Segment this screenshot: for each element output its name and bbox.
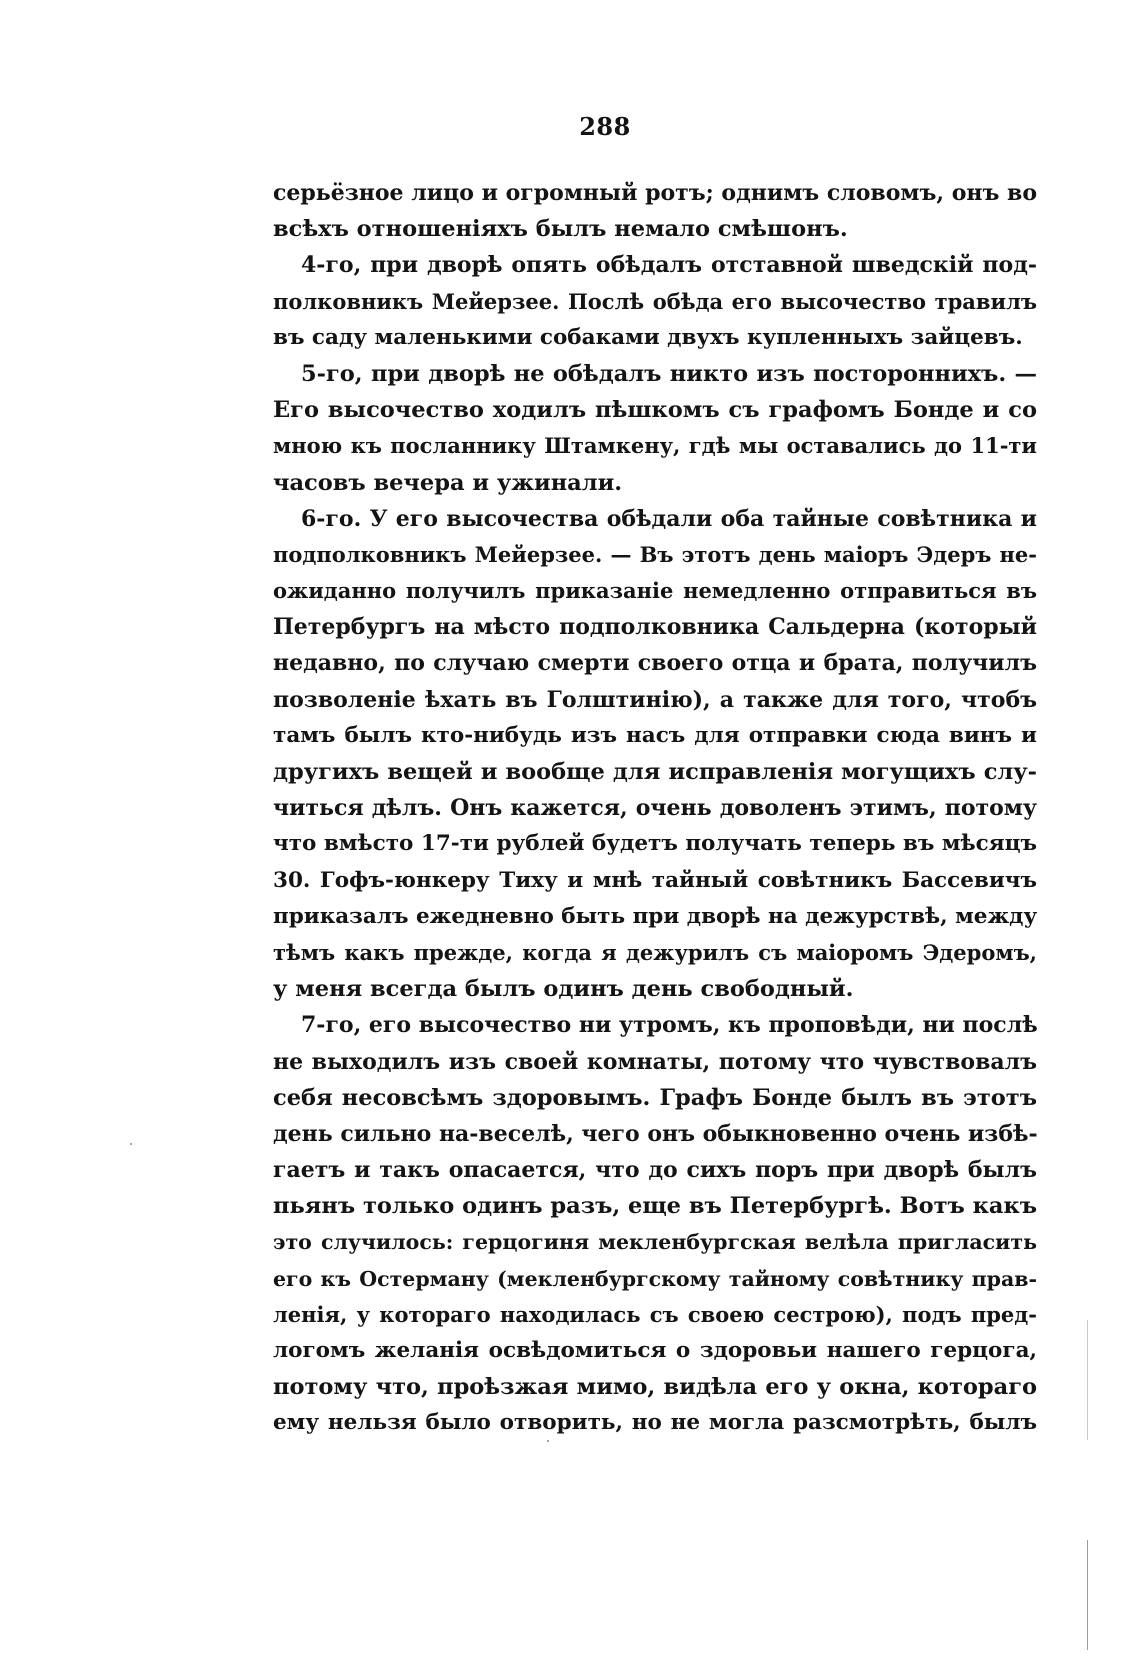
text-line: пьянъ только одинъ разъ, еще въ Петербургѣ. Вотъ какъ bbox=[273, 1193, 1037, 1220]
text-line: ожиданно получилъ приказаніе немедленно отправиться въ bbox=[273, 578, 1037, 604]
body-text bbox=[273, 175, 1037, 1442]
text-line: его къ Остерману (мекленбургскому тайному совѣтнику прав- bbox=[273, 1266, 1037, 1291]
text-line: у меня всегда былъ одинъ день свободный. bbox=[273, 976, 854, 1003]
text-line: серьёзное лицо и огромный ротъ; однимъ словомъ, онъ во bbox=[273, 180, 1037, 206]
text-line: не выходилъ изъ своей комнаты, потому что чувствовалъ bbox=[273, 1048, 1037, 1075]
text-line: Его высочество ходилъ пѣшкомъ съ графомъ Бонде и со bbox=[273, 397, 1037, 424]
text-line: читься дѣлъ. Онъ кажется, очень доволенъ этимъ, потому bbox=[273, 795, 1037, 822]
text-line: ленія, у котораго находилась съ своею сестрою), подъ пред- bbox=[273, 1301, 1037, 1327]
text-line: тѣмъ какъ прежде, когда я дежурилъ съ маіоромъ Эдеромъ, bbox=[273, 939, 1037, 965]
text-line: приказалъ ежедневно быть при дворѣ на дежурствѣ, между bbox=[273, 903, 1038, 929]
scan-speck bbox=[547, 1440, 549, 1442]
text-line: логомъ желанія освѣдомиться о здоровьи нашего герцога, bbox=[273, 1338, 1037, 1363]
text-line: недавно, по случаю смерти своего отца и брата, получилъ bbox=[273, 650, 1037, 677]
text-line: 5-го, при дворѣ не обѣдалъ никто изъ постороннихъ. — bbox=[301, 360, 1037, 387]
margin-rule bbox=[1087, 1540, 1088, 1650]
margin-rule bbox=[1087, 1320, 1088, 1440]
text-line: Петербургъ на мѣсто подполковника Сальдерна (который bbox=[273, 614, 1037, 641]
text-line: себя несовсѣмъ здоровымъ. Графъ Бонде былъ въ этотъ bbox=[273, 1084, 1037, 1111]
text-line: ему нельзя было отворить, но не могла разсмотрѣть, былъ bbox=[273, 1410, 1037, 1436]
text-line: подполковникъ Мейерзее. — Въ этотъ день маіоръ Эдеръ не- bbox=[273, 541, 1037, 567]
text-line: 4-го, при дворѣ опять обѣдалъ отставной шведскій под- bbox=[301, 252, 1037, 279]
text-line: 7-го, его высочество ни утромъ, къ проповѣди, ни послѣ bbox=[301, 1012, 1038, 1039]
page-number: 288 bbox=[579, 112, 631, 141]
text-line: это случилось: герцогиня мекленбургская велѣла пригласить bbox=[273, 1230, 1037, 1255]
text-line: позволеніе ѣхать въ Голштинію), а также для того, чтобъ bbox=[273, 686, 1037, 713]
text-line: что вмѣсто 17-ти рублей будетъ получать теперь въ мѣсяцъ bbox=[273, 831, 1037, 857]
text-line: потому что, проѣзжая мимо, видѣла его у окна, котораго bbox=[273, 1374, 1037, 1401]
text-line: всѣхъ отношеніяхъ былъ немало смѣшонъ. bbox=[273, 216, 848, 243]
text-line: гаетъ и такъ опасается, что до сихъ поръ при дворѣ былъ bbox=[273, 1157, 1037, 1184]
scan-speck bbox=[130, 1143, 132, 1145]
text-line: 30. Гофъ-юнкеру Тиху и мнѣ тайный совѣтникъ Бассевичъ bbox=[273, 867, 1037, 893]
text-line: въ саду маленькими собаками двухъ купленныхъ зайцевъ. bbox=[273, 324, 1023, 350]
text-line: полковникъ Мейерзее. Послѣ обѣда его высочество травилъ bbox=[273, 288, 1037, 314]
text-line: тамъ былъ кто-нибудь изъ насъ для отправки сюда винъ и bbox=[273, 722, 1037, 748]
text-line: 6-го. У его высочества обѣдали оба тайные совѣтника и bbox=[301, 505, 1037, 532]
text-line: другихъ вещей и вообще для исправленія могущихъ слу- bbox=[273, 759, 1037, 785]
text-line: мною къ посланнику Штамкену, гдѣ мы оставались до 11-ти bbox=[273, 433, 1037, 459]
text-line: часовъ вечера и ужинали. bbox=[273, 469, 623, 496]
text-line: день сильно на-веселѣ, чего онъ обыкновенно очень избѣ- bbox=[273, 1120, 1038, 1147]
